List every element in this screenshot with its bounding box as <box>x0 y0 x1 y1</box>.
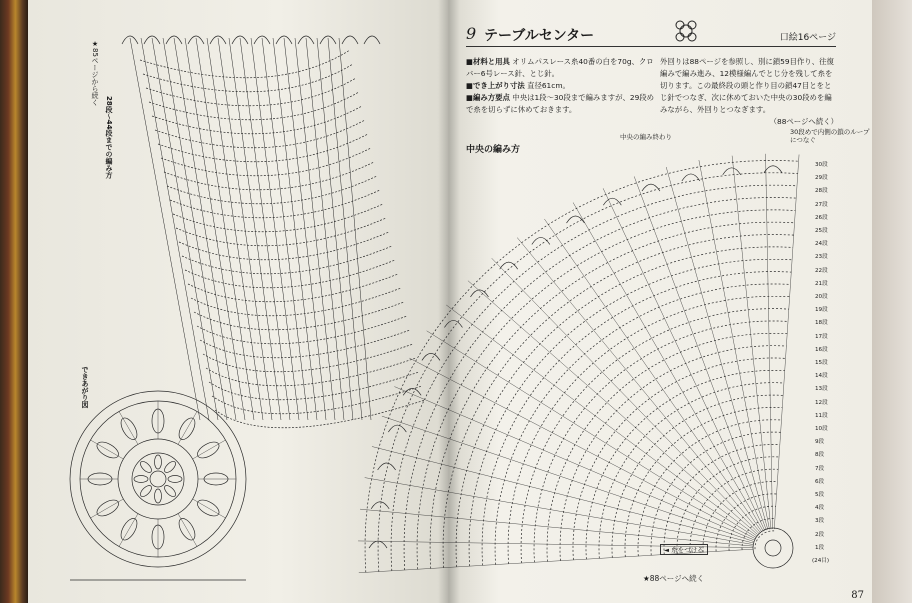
row-label: 20段 <box>815 294 828 300</box>
section-title: 中央の編み方 <box>466 145 521 155</box>
row-label: 26段 <box>815 214 828 221</box>
row-label: 3段 <box>815 518 825 525</box>
center-end-label: 中央の編み終わり <box>620 133 672 141</box>
row-label: 25段 <box>815 228 828 234</box>
row-label: 1段 <box>815 544 825 551</box>
row-label: 6段 <box>815 478 825 485</box>
row-label: 21段 <box>815 280 828 287</box>
row-label: 12段 <box>815 399 828 406</box>
ornament-icon <box>671 16 701 46</box>
row-label: 19段 <box>815 307 828 314</box>
points-text: 中央は1段～30段まで編みますが、29段めで糸を切らずに休めておきます。 <box>466 93 655 114</box>
outer-instructions <box>660 56 838 128</box>
row-label: (24目) <box>812 558 830 564</box>
materials-block <box>466 56 656 116</box>
row-label: 17段 <box>815 333 828 340</box>
points-label: ■編み方要点 <box>466 93 510 102</box>
row-label: 16段 <box>815 346 828 353</box>
row-label: 22段 <box>815 267 828 274</box>
finished-label: できあがり図 <box>81 366 89 408</box>
row-label: 5段 <box>815 492 825 498</box>
row-label: 23段 <box>815 254 828 261</box>
pattern-number: 9 <box>466 24 477 43</box>
row-label: 24段 <box>815 241 828 248</box>
row-label: 15段 <box>815 360 828 366</box>
row-label: 2段 <box>815 531 825 538</box>
row-label: 27段 <box>815 201 828 208</box>
row-label: 28段 <box>815 188 828 195</box>
row-label: 10段 <box>815 426 828 432</box>
row-label: 4段 <box>815 505 825 512</box>
row-label: 29段 <box>815 175 828 182</box>
pattern-heading <box>466 22 836 47</box>
row-label: 11段 <box>815 412 828 419</box>
row-label: 30段 <box>815 162 828 168</box>
row-label: 14段 <box>815 373 828 380</box>
continued-from-note: ★85ページから続く <box>91 40 99 106</box>
continued-to-note: ★88ページへ続く <box>643 574 705 583</box>
page-number: 87 <box>851 590 864 601</box>
pattern-title: テーブルセンター <box>484 28 595 44</box>
center-chart-diagram <box>358 154 799 573</box>
finished-doily-diagram <box>70 391 246 580</box>
rows-label: 28段～44段までの編み方 <box>105 96 113 179</box>
outer-text: 外回りは88ページを参照し、別に鎖59目作り、往復編みで編み進み、12模様編んでとじ分を残して糸を切ります。この最終段の頭と作り目の鎖47目とをとじ針でつなぎ、次に休めておいた中央の30段めを編みながら、外回りとつなぎます。 <box>660 57 834 114</box>
picture-reference: 口絵16ページ <box>779 33 836 43</box>
join-label: 30段めで内側の鎖のループにつなぐ <box>790 128 870 144</box>
left-wedge-diagram <box>122 36 425 428</box>
materials-label: ■材料と用具 <box>466 57 510 66</box>
row-label: 18段 <box>815 320 828 327</box>
start-label: ◄ 糸をつける <box>660 544 708 555</box>
size-text: 直径61cm。 <box>527 81 570 90</box>
row-label: 9段 <box>815 439 825 446</box>
continued-note: （88ページへ続く） <box>769 117 838 126</box>
size-label: ■でき上がり寸法 <box>466 81 525 90</box>
materials-text: オリムパスレース糸40番の白を70g、クロバー6号レース針、とじ針。 <box>466 57 654 78</box>
row-label: 7段 <box>815 465 825 472</box>
row-label: 8段 <box>815 452 825 459</box>
row-label: 13段 <box>815 386 828 393</box>
